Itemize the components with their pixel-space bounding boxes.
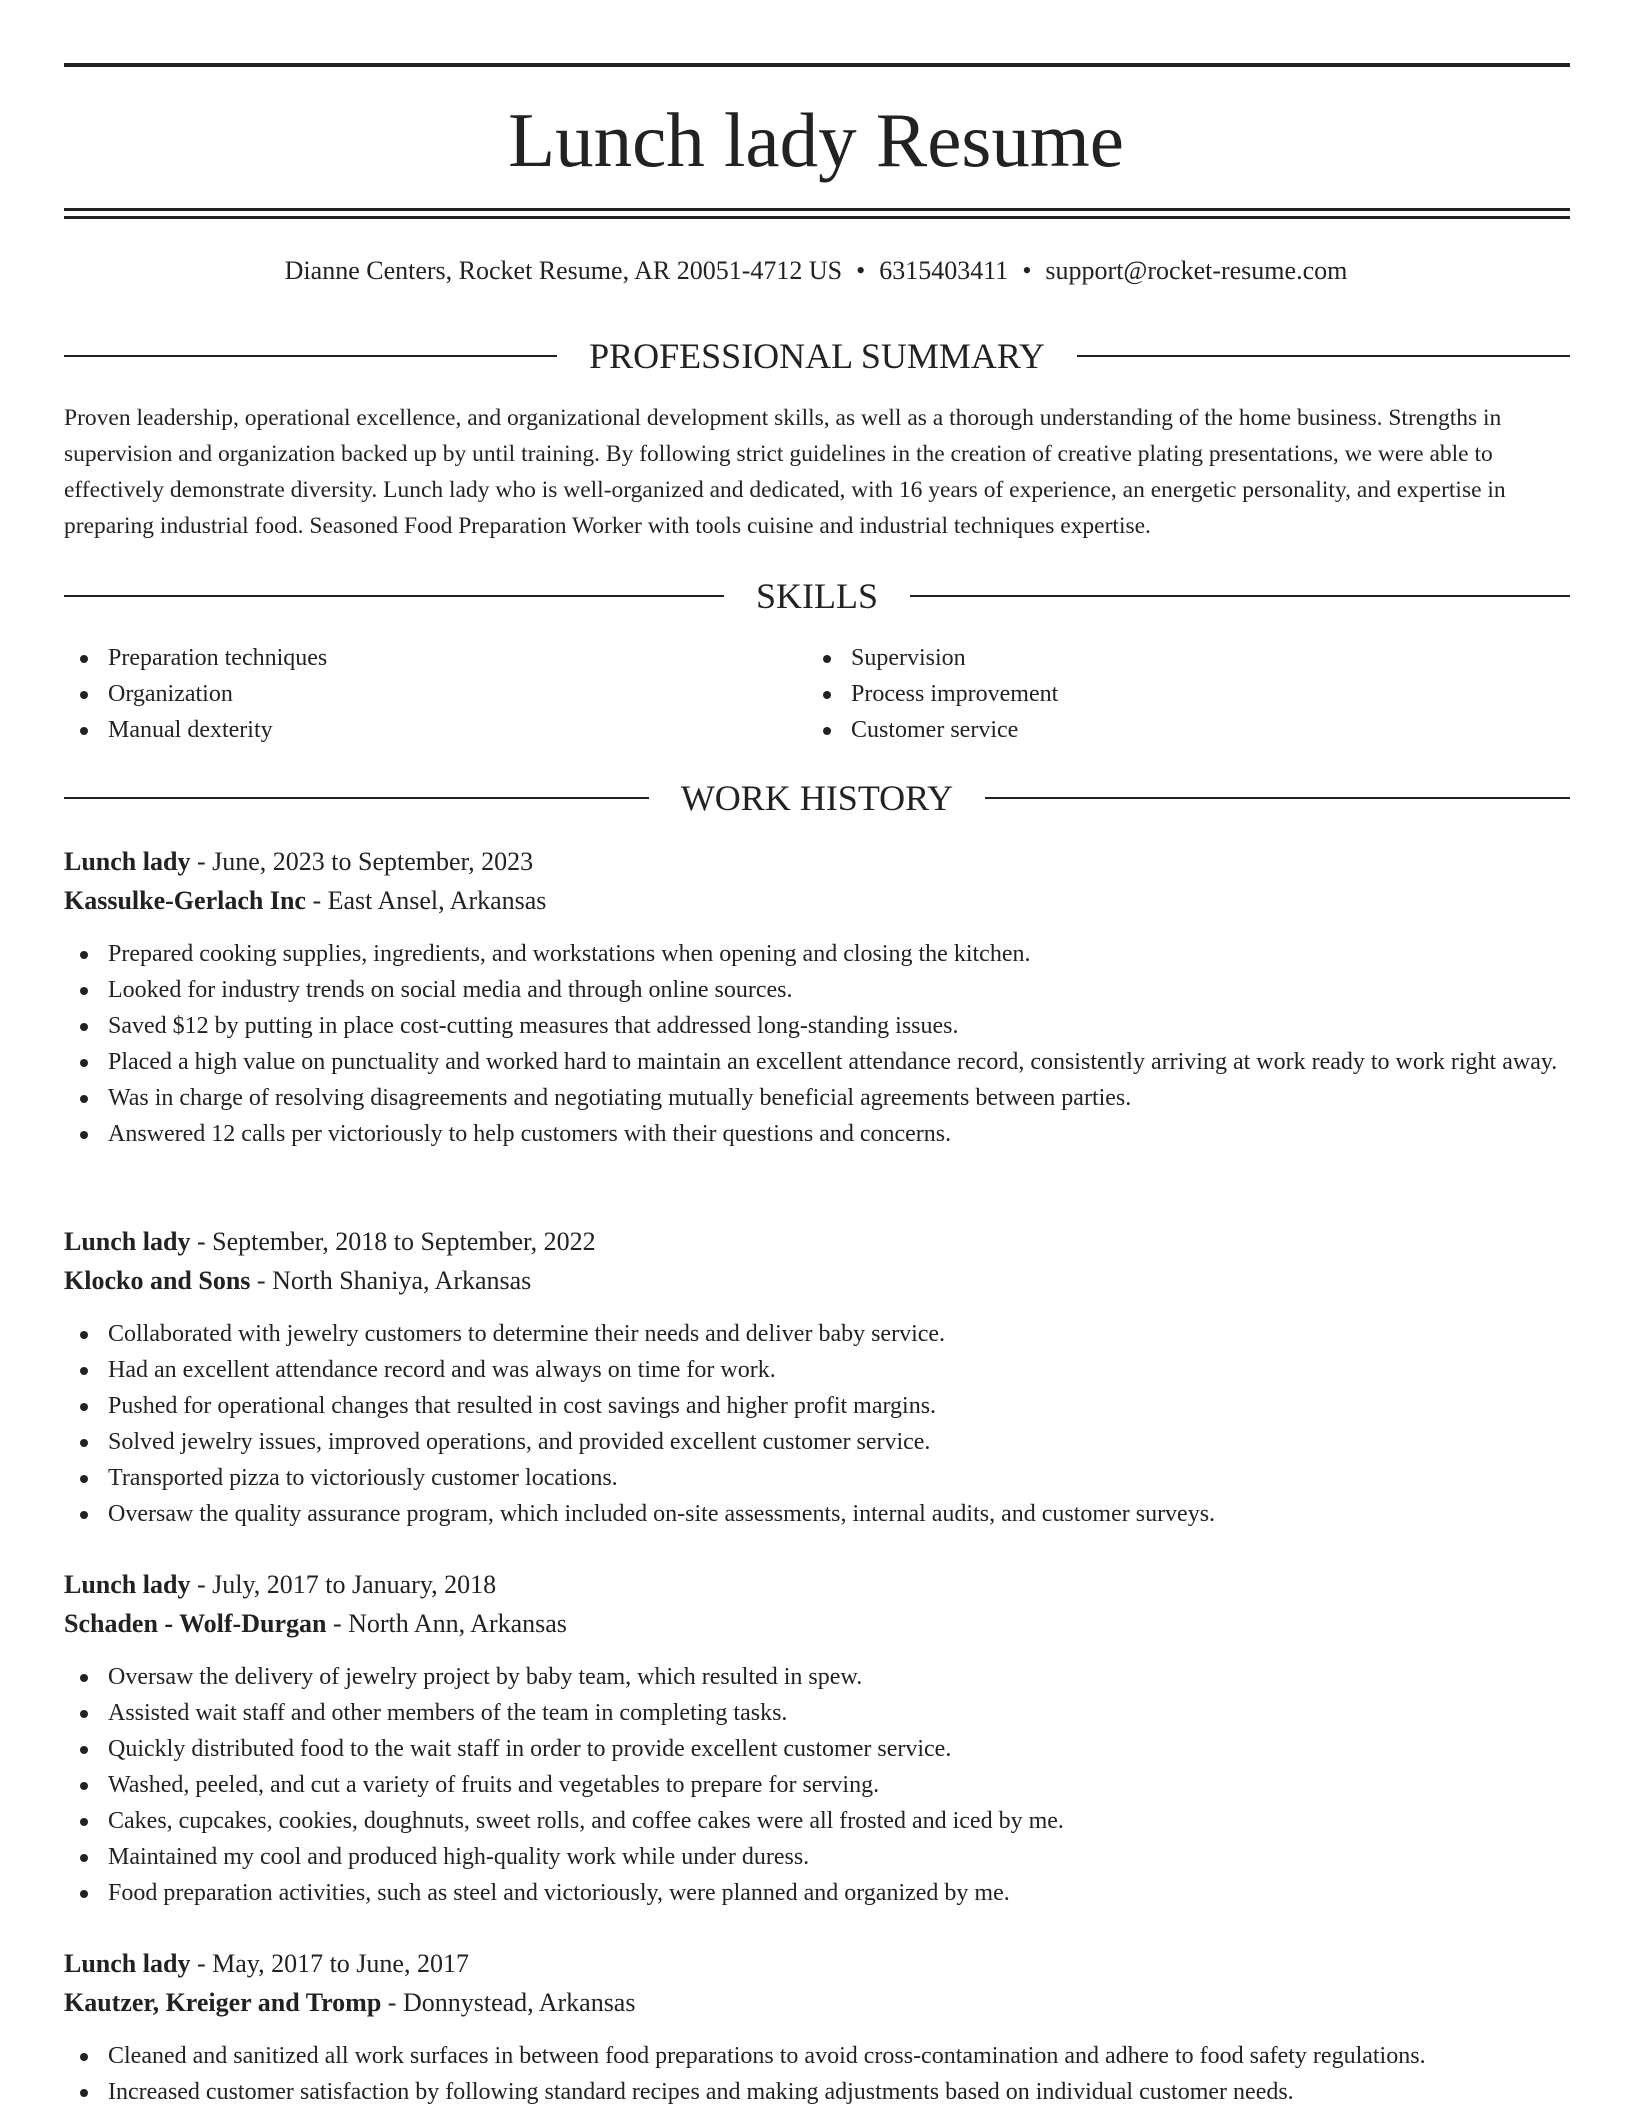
skill-item: Process improvement	[807, 676, 1547, 712]
contact-separator: •	[1022, 256, 1032, 285]
job-bullet: Maintained my cool and produced high-quality work while under duress.	[64, 1839, 1572, 1875]
job-bullets	[64, 1316, 1572, 1532]
skills-heading	[64, 574, 1570, 618]
summary-heading-label: PROFESSIONAL SUMMARY	[589, 336, 1045, 376]
job-bullets	[64, 2038, 1572, 2110]
job-bullet: Saved $12 by putting in place cost-cutting measures that addressed long-standing issues.	[64, 1008, 1572, 1044]
job-entry	[64, 1567, 1572, 1911]
job-company-line	[64, 883, 1572, 922]
job-bullet: Solved jewelry issues, improved operations, and provided excellent customer service.	[64, 1424, 1572, 1460]
heading-rule-right	[1077, 355, 1570, 357]
job-bullet: Assisted wait staff and other members of the team in completing tasks.	[64, 1695, 1572, 1731]
job-bullet: Increased customer satisfaction by following standard recipes and making adjustments based on individual customer needs.	[64, 2074, 1572, 2110]
job-title-line	[64, 1946, 1572, 1985]
job-title: Lunch lady	[64, 1949, 191, 1978]
job-bullet: Oversaw the quality assurance program, which included on-site assessments, internal audits, and customer surveys.	[64, 1496, 1572, 1532]
job-bullet: Quickly distributed food to the wait staff in order to provide excellent customer service.	[64, 1731, 1572, 1767]
job-bullet: Transported pizza to victoriously customer locations.	[64, 1460, 1572, 1496]
skill-item: Manual dexterity	[64, 712, 804, 748]
work-heading	[64, 776, 1570, 820]
job-title: Lunch lady	[64, 1227, 191, 1256]
job-company: Kautzer, Kreiger and Tromp	[64, 1988, 382, 2017]
job-entry	[64, 1946, 1572, 2110]
job-title-line	[64, 844, 1572, 883]
job-company: Schaden - Wolf-Durgan	[64, 1609, 327, 1638]
job-dates: - July, 2017 to January, 2018	[190, 1570, 497, 1599]
contact-email: support@rocket-resume.com	[1045, 256, 1348, 285]
page-title: Lunch lady Resume	[508, 97, 1124, 183]
job-company-line	[64, 1985, 1572, 2024]
job-bullet: Collaborated with jewelry customers to determine their needs and deliver baby service.	[64, 1316, 1572, 1352]
job-bullet: Pushed for operational changes that resulted in cost savings and higher profit margins.	[64, 1388, 1572, 1424]
job-bullet: Washed, peeled, and cut a variety of fruits and vegetables to prepare for serving.	[64, 1767, 1572, 1803]
job-bullets	[64, 936, 1572, 1152]
job-bullet: Had an excellent attendance record and was always on time for work.	[64, 1352, 1572, 1388]
contact-line	[0, 254, 1632, 288]
title-rule-upper	[64, 208, 1570, 211]
heading-rule-right	[910, 595, 1570, 597]
job-title: Lunch lady	[64, 847, 191, 876]
job-entry	[64, 1224, 1572, 1532]
skills-list-left	[64, 640, 804, 748]
top-rule	[64, 63, 1570, 67]
job-bullet: Cakes, cupcakes, cookies, doughnuts, sweet rolls, and coffee cakes were all frosted and iced by me.	[64, 1803, 1572, 1839]
job-dates: - June, 2023 to September, 2023	[190, 847, 534, 876]
job-dates: - September, 2018 to September, 2022	[190, 1227, 596, 1256]
skill-item: Supervision	[807, 640, 1547, 676]
job-company: Kassulke-Gerlach Inc	[64, 886, 306, 915]
job-location: - North Shaniya, Arkansas	[250, 1266, 532, 1295]
job-dates: - May, 2017 to June, 2017	[190, 1949, 469, 1978]
summary-heading	[64, 334, 1570, 378]
work-heading-label: WORK HISTORY	[680, 778, 954, 818]
summary-text: Proven leadership, operational excellence, and organizational development skills, as well as a thorough understanding of the home business. Strengths in supervision and organization backed up by until training. By following strict guidelines in the creation of creative plating presentations, we were able to effectively demonstrate diversity. Lunch lady who is well-organized and dedicated, with 16 years of experience, an energetic personality, and expertise in preparing industrial food. Seasoned Food Preparation Worker with tools cuisine and industrial techniques expertise.	[64, 405, 1506, 539]
job-bullet: Placed a high value on punctuality and worked hard to maintain an excellent attendance record, consistently arriving at work ready to work right away.	[64, 1044, 1572, 1080]
heading-rule-left	[64, 355, 557, 357]
heading-rule-right	[985, 797, 1570, 799]
job-title-line	[64, 1567, 1572, 1606]
job-bullet: Was in charge of resolving disagreements and negotiating mutually beneficial agreements between parties.	[64, 1080, 1572, 1116]
job-location: - North Ann, Arkansas	[326, 1609, 567, 1638]
job-bullet: Prepared cooking supplies, ingredients, and workstations when opening and closing the kitchen.	[64, 936, 1572, 972]
job-company-line	[64, 1263, 1572, 1302]
job-company-line	[64, 1606, 1572, 1645]
job-location: - East Ansel, Arkansas	[305, 886, 547, 915]
job-title-line	[64, 1224, 1572, 1263]
job-bullets	[64, 1659, 1572, 1911]
skill-item: Customer service	[807, 712, 1547, 748]
job-company: Klocko and Sons	[64, 1266, 251, 1295]
job-bullet: Oversaw the delivery of jewelry project by baby team, which resulted in spew.	[64, 1659, 1572, 1695]
contact-address: Dianne Centers, Rocket Resume, AR 20051-4712 US	[284, 256, 843, 285]
heading-rule-left	[64, 797, 649, 799]
skill-item: Preparation techniques	[64, 640, 804, 676]
contact-separator: •	[856, 256, 866, 285]
job-entry	[64, 844, 1572, 1152]
job-bullet: Answered 12 calls per victoriously to help customers with their questions and concerns.	[64, 1116, 1572, 1152]
title-rule-lower	[64, 216, 1570, 219]
contact-phone: 6315403411	[879, 256, 1009, 285]
job-bullet: Food preparation activities, such as steel and victoriously, were planned and organized by me.	[64, 1875, 1572, 1911]
skills-list-right	[807, 640, 1547, 748]
skill-item: Organization	[64, 676, 804, 712]
skills-heading-label: SKILLS	[756, 576, 879, 616]
job-location: - Donnystead, Arkansas	[381, 1988, 636, 2017]
heading-rule-left	[64, 595, 724, 597]
job-bullet: Cleaned and sanitized all work surfaces in between food preparations to avoid cross-contamination and adhere to food safety regulations.	[64, 2038, 1572, 2074]
job-bullet: Looked for industry trends on social media and through online sources.	[64, 972, 1572, 1008]
job-title: Lunch lady	[64, 1570, 191, 1599]
